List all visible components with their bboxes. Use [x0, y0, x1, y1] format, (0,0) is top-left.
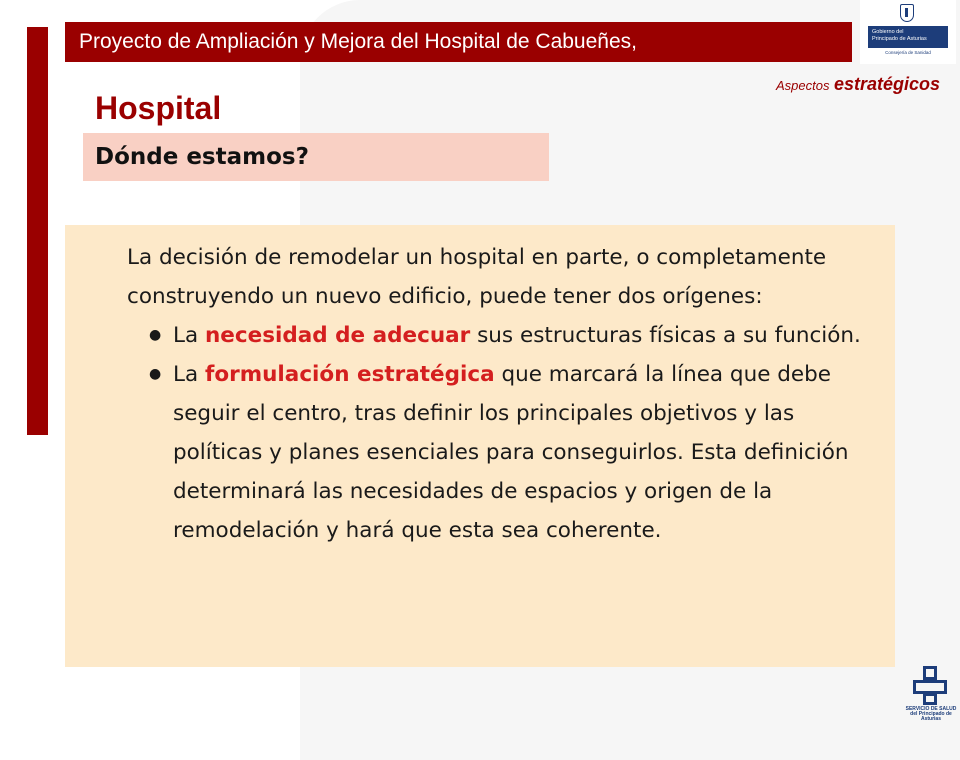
bullet-text-after: sus estructuras físicas a su función.: [470, 323, 861, 348]
bullet-text-before: La: [173, 362, 205, 387]
subtitle-text: Dónde estamos?: [95, 144, 309, 170]
health-service-logo: [905, 660, 957, 722]
bullet-icon: ●: [149, 327, 162, 343]
gov-line-3: Consejería de Sanidad: [885, 50, 931, 55]
project-banner: [65, 22, 852, 62]
bullet-text-after: que marcará la línea que debe seguir el centro, tras definir los principales objetivos y las políticas y planes esenciales para conseguirlos. Esta definición determinará las necesidades de espacios y origen de la remodelación y hará que esta sea coherente.: [173, 362, 849, 543]
list-item: [127, 355, 887, 550]
crest-icon: [900, 4, 914, 22]
cross-icon-middle: [913, 680, 947, 694]
subtitle-box: [83, 133, 549, 181]
gov-line-2: Principado de Asturias: [872, 36, 927, 42]
intro-paragraph: La decisión de remodelar un hospital en parte, o completamente construyendo un nuevo edificio, puede tener dos orígenes:: [127, 245, 827, 309]
project-banner-text: Proyecto de Ampliación y Mejora del Hospital de Cabueñes,: [79, 30, 637, 53]
health-line-2: del Principado de Asturias: [910, 711, 952, 722]
cross-icon-top: [923, 666, 937, 680]
health-line-1: SERVICIO DE SALUD: [905, 706, 957, 712]
content-text: [127, 238, 887, 550]
gov-line-1: Gobierno del: [872, 29, 904, 35]
bullet-icon: ●: [149, 366, 162, 382]
section-label-big: estratégicos: [833, 74, 940, 94]
government-name-block: [868, 26, 948, 48]
section-label: [776, 74, 940, 95]
asturias-government-logo: [860, 0, 956, 64]
cross-icon-bottom: [923, 693, 937, 705]
page-title: Hospital: [95, 90, 222, 126]
bullet-highlight: formulación estratégica: [205, 362, 495, 387]
left-accent-bar: [27, 27, 48, 435]
section-label-small: Aspectos: [776, 78, 830, 93]
bullet-text-before: La: [173, 323, 205, 348]
list-item: [127, 316, 887, 355]
bullet-highlight: necesidad de adecuar: [205, 323, 471, 348]
